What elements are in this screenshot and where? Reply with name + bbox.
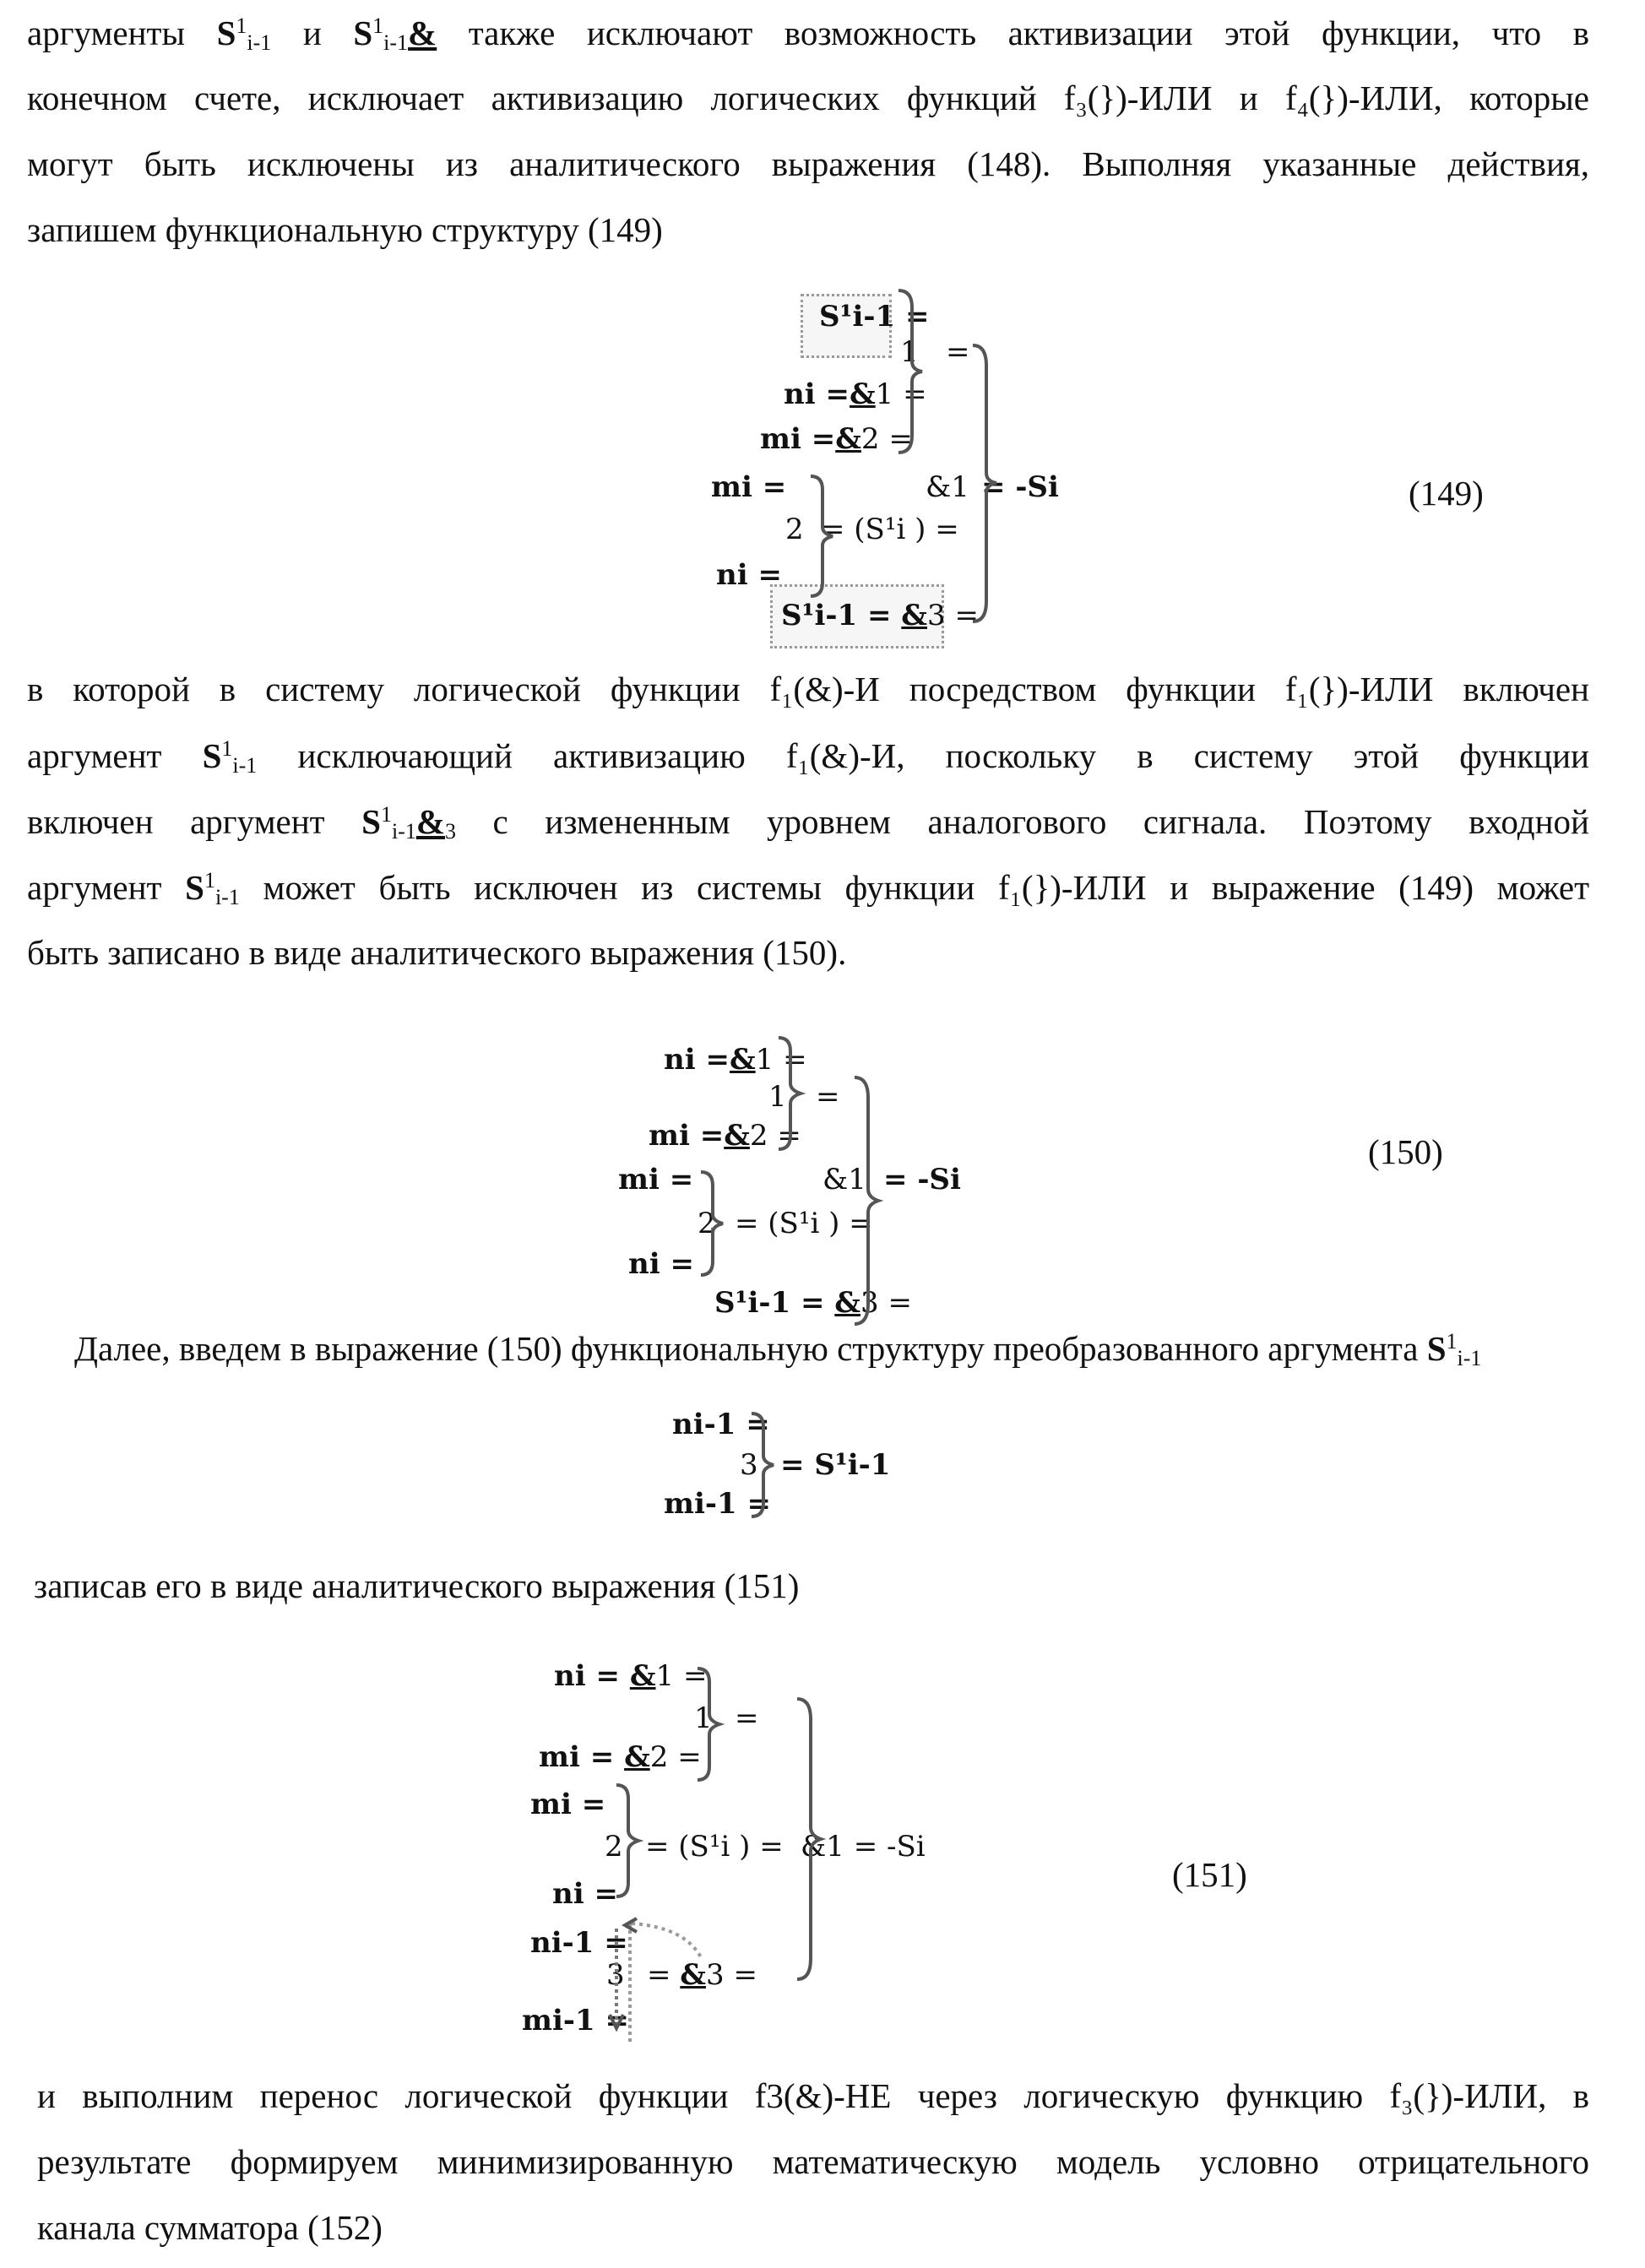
eq-group: 2 [698,1209,716,1238]
t: ni = [554,1659,630,1693]
text-line [27,804,1589,843]
amp: & [834,1286,861,1320]
symbol-s: S [203,736,222,775]
text-line [74,1331,1481,1370]
t: S¹i-1 = [714,1286,834,1320]
amp: & [730,1043,756,1077]
eq-outer: &1 [926,473,969,502]
sub: i-1 [392,819,416,844]
sup: 1 [204,868,215,893]
brace [775,1034,809,1153]
sub: i-1 [1458,1346,1482,1370]
amp: & [630,1659,656,1693]
eq-term: ni-1 = [530,1929,628,1957]
sub: 3 [445,819,456,844]
symbol-s: S [361,802,381,841]
eq-term: ni = [628,1250,694,1278]
transfer-arrow-icon [608,1915,735,2050]
t: 1 = [756,1043,807,1077]
text-line: запишем функциональную структуру (149) [27,213,663,247]
sup: 1 [236,14,247,38]
eq-group: 1 [694,1704,713,1733]
eq-term: mi-1 = [522,2006,629,2035]
sub: i-1 [215,885,240,909]
eq-term [554,1662,707,1690]
text: включен аргумент [27,802,361,841]
t: 1 = [876,377,927,411]
brace [969,342,1003,625]
eq-group: 1 [900,338,919,366]
symbol-s: S [217,14,236,52]
eq-term: = (S¹i ) = [821,515,959,544]
text-line: записав его в виде аналитического выражения (151) [34,1569,799,1603]
eq-group: 2 [785,515,804,544]
text: аргумент [27,736,203,775]
t: mi = [539,1740,624,1774]
symbol-s: S [185,868,204,907]
eq-term: mi = [530,1790,605,1819]
brace [748,1410,782,1520]
amp: & [624,1740,650,1774]
text: аргумент [27,868,185,907]
eq-term: = (S¹i ) = [645,1832,784,1861]
brace [613,1782,647,1900]
symbol-s: S [353,14,372,52]
text: и [271,14,353,52]
sup: 1 [221,736,232,761]
t: 2 = [650,1740,702,1774]
eq-term: mi-1 = [664,1489,771,1518]
t: 1 = [656,1659,708,1693]
sub: i-1 [247,30,271,55]
text-line: могут быть исключены из аналитического выражения (148). Выполняя указанные действия, [27,147,1589,182]
text-line: в которой в систему логической функции f₁(&)-И посредством функции f₁(})-ИЛИ включен [27,672,1589,707]
sub: i-1 [383,30,408,55]
text: аргументы [27,14,217,52]
eq-group: 1 [768,1082,787,1111]
equation-number: (151) [1172,1854,1247,1895]
text: исключающий активизацию f₁(&)-И, поскольку в систему этой функции [257,736,1589,775]
t: 2 = [861,422,913,456]
t: mi = [760,422,835,456]
brace [851,1074,885,1327]
text-line [27,738,1589,777]
sup: 1 [1447,1329,1458,1354]
text-line: и выполним перенос логической функции f3(&)-НЕ через логическую функцию f₃(})-ИЛИ, в [37,2079,1589,2113]
brace [895,287,929,456]
eq-term: mi = [711,473,786,502]
sup: 1 [372,14,383,38]
t: ni = [664,1043,730,1077]
text-line: канала сумматора (152) [37,2211,383,2245]
t: ni = [784,377,850,411]
equation-number: (150) [1368,1131,1443,1172]
sub: i-1 [232,753,257,778]
eq-term [539,1743,702,1772]
brace [794,1696,828,1983]
eq-group: 2 [605,1832,623,1861]
eq-group: 3 [606,1961,625,1989]
text-line [27,870,1589,909]
eq-term: ni-1 = [672,1410,770,1439]
text: с измененным уровнем аналогового сигнала. Поэтому входной [456,802,1589,841]
eq-term: ni = [716,561,782,589]
eq-term: = [946,338,970,366]
eq-term: = [735,1704,759,1733]
t: 3 = [706,1958,757,1992]
sup: 1 [381,802,392,827]
eq-term: mi = [618,1165,693,1194]
t: S¹i-1 = [781,599,901,632]
amp: & [680,1958,706,1992]
eq-term: ni = [552,1880,618,1908]
text-line [27,15,1589,54]
text: может быть исключен из системы функции f₁(})-ИЛИ и выражение (149) может [240,868,1589,907]
amp: & [724,1119,750,1153]
brace [698,1169,731,1278]
amp: & [416,802,445,841]
eq-outer: &1 [822,1165,866,1194]
t: 3 = [861,1286,912,1320]
eq-group: 3 [740,1451,758,1479]
eq-term [760,425,913,453]
t: 2 = [750,1119,801,1153]
brace [694,1665,728,1783]
text-line: конечном счете, исключает активизацию логических функций f₃(})-ИЛИ и f₄(})-ИЛИ, которые [27,81,1589,116]
amp: & [835,422,861,456]
t: mi = [649,1119,724,1153]
eq-result: = S¹i-1 [780,1451,890,1479]
equation-number: (149) [1409,473,1484,513]
eq-result: = -Si [981,473,1059,502]
text-line: быть записано в виде аналитического выражения (150). [27,936,846,970]
t: 3 = [927,599,979,632]
eq-result: &1 = -Si [801,1832,926,1861]
amp: & [408,14,437,52]
text: также исключают возможность активизации этой функции, что в [437,14,1589,52]
eq-term: S¹i-1 = [819,302,929,331]
text-line: результате формируем минимизированную математическую модель условно отрицательного [37,2145,1589,2179]
eq-term: = (S¹i ) = [735,1209,873,1238]
brace [807,473,841,600]
eq-result: = -Si [883,1165,961,1194]
t: = [647,1958,680,1992]
amp: & [901,599,927,632]
eq-term: = [816,1082,840,1111]
eq-term [781,601,979,630]
amp: & [850,377,876,411]
symbol-s: S [1427,1329,1447,1368]
text: Далее, введем в выражение (150) функциональную структуру преобразованного аргумента [74,1329,1427,1368]
